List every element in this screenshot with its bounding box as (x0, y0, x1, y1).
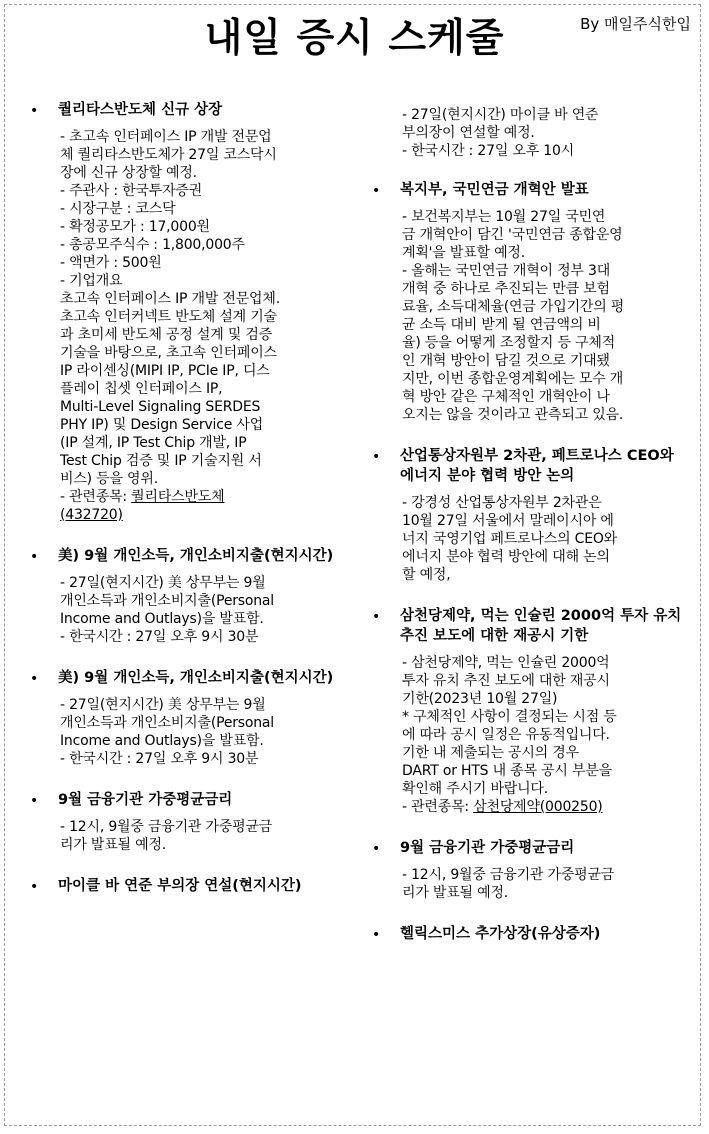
item-heading: 퀄리타스반도체 신규 상장 (58, 102, 223, 118)
schedule-item-samchundang (372, 606, 690, 816)
body-line: - 보건복지부는 10월 27일 국민연 (402, 209, 606, 225)
body-line: 율) 등을 어떻게 조정할지 등 구체적 (402, 335, 616, 351)
barr-speech-continuation (372, 106, 690, 160)
body-line: - 시장구분 : 코스닥 (60, 201, 176, 217)
body-line: 리가 발표될 예정. (60, 837, 167, 853)
schedule-item-us-income-1 (30, 546, 348, 646)
body-line: - 12시, 9월중 금융기관 가중평균금 (402, 867, 615, 883)
bullet-icon: • (30, 793, 39, 809)
body-line: 에너지 분야 협력 방안에 대해 논의 (402, 549, 610, 565)
overview-line: 초고속 인터커넥트 반도체 설계 기술 (60, 309, 277, 325)
related-stock (402, 798, 690, 816)
bullet-icon: • (372, 841, 381, 857)
item-body (402, 866, 690, 902)
item-heading: 9월 금융기관 가중평균금리 (400, 840, 575, 856)
related-stock (60, 488, 348, 506)
schedule-item-petronas (372, 446, 690, 584)
bullet-icon: • (30, 103, 39, 119)
body-line: 혁 방안 같은 구체적인 개혁안이 나 (402, 389, 610, 405)
right-column (372, 106, 690, 966)
schedule-item-helixmith (372, 924, 690, 944)
page-title: 내일 증시 스케줄 (204, 16, 505, 61)
body-line: Income and Outlays)을 발표함. (60, 733, 264, 749)
bullet-icon: • (372, 927, 381, 943)
item-heading: 헬릭스미스 추가상장(유상증자) (400, 926, 601, 942)
body-line: 에 따라 공시 일정은 유동적입니다. (402, 727, 610, 743)
schedule-item-lending-rate (30, 790, 348, 854)
body-line: 료율, 소득대체율(연금 가입기간의 평 (402, 299, 625, 315)
overview-line: 플레이 칩셋 인터페이스 IP, (60, 381, 223, 397)
body-line: 인 개혁 방안이 담길 것으로 기대됐 (402, 353, 610, 369)
body-line: 지만, 이번 종합운영계획에는 모수 개 (402, 371, 624, 387)
item-heading: 9월 금융기관 가중평균금리 (58, 792, 233, 808)
related-prefix: - 관련종목: (60, 489, 132, 505)
item-body (60, 128, 348, 290)
item-body (60, 574, 348, 646)
body-line: 할 예정, (402, 567, 451, 583)
body-line: 리가 발표될 예정. (402, 885, 509, 901)
body-line: - 12시, 9월중 금융기관 가중평균금 (60, 819, 273, 835)
related-stock-link[interactable]: 삼천당제약(000250) (473, 799, 603, 815)
body-line: - 액면가 : 500원 (60, 255, 162, 271)
body-line: - 한국시간 : 27일 오후 9시 30분 (60, 751, 259, 767)
body-line: - 올해는 국민연금 개혁이 정부 3대 (402, 263, 611, 279)
item-body (60, 696, 348, 768)
overview-line: 초고속 인터페이스 IP 개발 전문업체. (60, 291, 280, 307)
overview-line: 비스) 등을 영위. (60, 471, 158, 487)
item-body (60, 818, 348, 854)
body-line: Income and Outlays)을 발표함. (60, 611, 264, 627)
bullet-icon: • (372, 183, 381, 199)
overview-line: IP 라이센싱(MIPI IP, PCIe IP, 디스 (60, 363, 270, 379)
schedule-item-us-income-2 (30, 668, 348, 768)
body-line: 개혁 중 하나로 추진되는 만큼 보험 (402, 281, 610, 297)
body-line: 장에 신규 상장할 예정. (60, 165, 197, 181)
company-overview (60, 290, 348, 524)
body-line: - 주관사 : 한국투자증권 (60, 183, 203, 199)
bullet-icon: • (30, 549, 39, 565)
item-body (402, 208, 690, 424)
body-line: * 구체적인 사항이 결정되는 시점 등 (402, 709, 617, 725)
body-line: - 한국시간 : 27일 오후 9시 30분 (60, 629, 259, 645)
overview-line: (IP 설계, IP Test Chip 개발, IP (60, 435, 247, 451)
related-stock-code-link[interactable]: (432720) (60, 507, 123, 523)
item-heading: 마이클 바 연준 부의장 연설(현지시간) (58, 878, 302, 894)
byline: By 매일주식한입 (580, 15, 691, 33)
bullet-icon: • (372, 449, 381, 465)
body-line: - 27일(현지시간) 美 상무부는 9월 (60, 697, 266, 713)
body-line: 개인소득과 개인소비지출(Personal (60, 593, 274, 609)
body-line: - 강경성 산업통상자원부 2차관은 (402, 495, 602, 511)
body-line: 기한(2023년 10월 27일) (402, 691, 558, 707)
bullet-icon: • (30, 671, 39, 687)
item-heading: 美) 9월 개인소득, 개인소비지출(현지시간) (58, 548, 334, 564)
schedule-item-pension-reform (372, 180, 690, 424)
overview-line: 기술을 바탕으로, 초고속 인터페이스 (60, 345, 277, 361)
overview-line: Multi-Level Signaling SERDES (60, 399, 261, 415)
related-stock-link[interactable]: 퀄리타스반도체 (131, 489, 225, 505)
left-column (30, 100, 348, 918)
item-body (402, 654, 690, 816)
body-line: - 27일(현지시간) 美 상무부는 9월 (60, 575, 266, 591)
body-line: - 한국시간 : 27일 오후 10시 (402, 143, 575, 159)
body-line: 체 퀄리타스반도체가 27일 코스닥시 (60, 147, 277, 163)
body-line: - 27일(현지시간) 마이클 바 연준 (402, 107, 599, 123)
schedule-item-barr-speech (30, 876, 348, 896)
schedule-item-qualitas-listing (30, 100, 348, 524)
body-line: 너지 국영기업 페트로나스의 CEO와 (402, 531, 618, 547)
body-line: - 확정공모가 : 17,000원 (60, 219, 210, 235)
item-heading: 美) 9월 개인소득, 개인소비지출(현지시간) (58, 670, 334, 686)
item-body (402, 494, 690, 584)
body-line: 10월 27일 서울에서 말레이시아 에 (402, 513, 614, 529)
body-line: 균 소득 대비 받게 될 연금액의 비 (402, 317, 601, 333)
body-line: - 총공모주식수 : 1,800,000주 (60, 237, 245, 253)
bullet-icon: • (372, 609, 381, 625)
continuation-body (402, 106, 690, 160)
overview-line: Test Chip 검증 및 IP 기술지원 서 (60, 453, 262, 469)
item-heading: 삼천당제약, 먹는 인슐린 2000억 투자 유치 추진 보도에 대한 재공시 기한 (400, 608, 682, 644)
body-line: 부의장이 연설할 예정. (402, 125, 535, 141)
body-line: - 삼천당제약, 먹는 인슐린 2000억 (402, 655, 610, 671)
body-line: 개인소득과 개인소비지출(Personal (60, 715, 274, 731)
body-line: DART or HTS 내 종목 공시 부분을 (402, 763, 612, 779)
item-heading: 복지부, 국민연금 개혁안 발표 (400, 182, 589, 198)
body-line: - 기업개요 (60, 273, 123, 289)
body-line: - 초고속 인터페이스 IP 개발 전문업 (60, 129, 272, 145)
bullet-icon: • (30, 879, 39, 895)
body-line: 금 개혁안이 담긴 '국민연금 종합운영 (402, 227, 623, 243)
body-line: 계획'을 발표할 예정. (402, 245, 525, 261)
overview-line: 과 초미세 반도체 공정 설계 및 검증 (60, 327, 273, 343)
body-line: 오지는 않을 것이라고 관측되고 있음. (402, 407, 624, 423)
related-prefix: - 관련종목: (402, 799, 474, 815)
body-line: 투자 유치 추진 보도에 대한 재공시 (402, 673, 610, 689)
item-heading: 산업통상자원부 2차관, 페트로나스 CEO와 에너지 분야 협력 방안 논의 (400, 448, 674, 484)
overview-line: PHY IP) 및 Design Service 사업 (60, 417, 264, 433)
body-line: 기한 내 제출되는 공시의 경우 (402, 745, 579, 761)
schedule-item-lending-rate-2 (372, 838, 690, 902)
body-line: 확인해 주시기 바랍니다. (402, 781, 548, 797)
